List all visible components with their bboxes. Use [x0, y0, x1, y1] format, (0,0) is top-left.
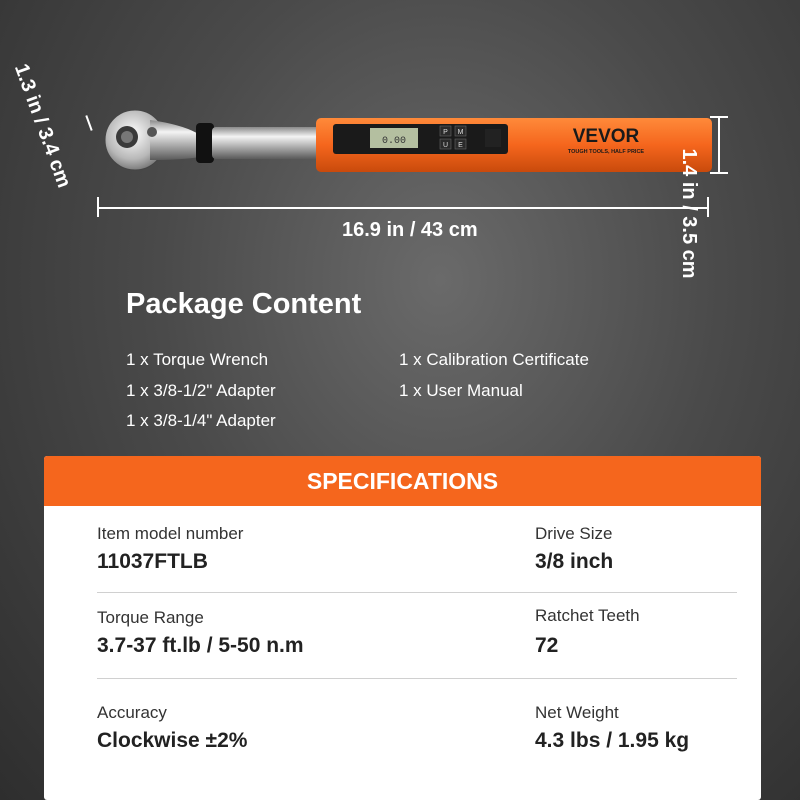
package-item: 1 x User Manual	[399, 381, 523, 400]
spec-value-drive-size: 3/8 inch	[535, 550, 614, 573]
handle-height-tick-bottom	[710, 172, 728, 174]
btn-e: E	[458, 142, 463, 149]
package-content-title: Package Content	[126, 288, 362, 320]
spec-label-ratchet-teeth: Ratchet Teeth	[535, 606, 640, 625]
spec-value-accuracy: Clockwise ±2%	[97, 729, 248, 752]
btn-m: M	[457, 129, 464, 136]
package-item: 1 x Torque Wrench	[126, 350, 269, 369]
spec-divider	[97, 678, 737, 679]
handle-height-label: 1.4 in / 3.5 cm	[677, 148, 700, 279]
spec-value-torque-range: 3.7-37 ft.lb / 5-50 n.m	[97, 634, 304, 657]
brand-tagline: TOUGH TOOLS, HALF PRICE	[567, 149, 645, 155]
spec-label-drive-size: Drive Size	[535, 524, 613, 543]
specifications-header	[44, 456, 761, 506]
handle-height-line	[718, 117, 720, 173]
spec-label-accuracy: Accuracy	[97, 703, 167, 722]
spec-divider	[97, 592, 737, 593]
brand-logo: VEVOR	[572, 126, 640, 147]
specifications-card	[44, 456, 761, 800]
package-item: 1 x 3/8-1/2" Adapter	[126, 381, 276, 400]
lcd-reading: 0.00	[381, 136, 407, 147]
spec-label-model: Item model number	[97, 524, 244, 543]
spec-value-ratchet-teeth: 72	[535, 634, 559, 657]
length-dimension-tick-left	[97, 197, 99, 217]
btn-p: P	[443, 129, 448, 136]
spec-value-model: 11037FTLB	[97, 550, 208, 573]
btn-u: U	[442, 142, 449, 149]
spec-label-torque-range: Torque Range	[97, 608, 204, 627]
spec-value-net-weight: 4.3 lbs / 1.95 kg	[535, 729, 690, 752]
length-dimension-line	[98, 207, 708, 209]
specifications-title: SPECIFICATIONS	[306, 468, 499, 494]
length-dimension-tick-right	[707, 197, 709, 217]
package-item: 1 x Calibration Certificate	[399, 350, 589, 369]
head-height-label: 1.3 in / 3.4 cm	[9, 60, 76, 191]
handle-height-tick-top	[710, 116, 728, 118]
length-dimension-label: 16.9 in / 43 cm	[342, 219, 478, 241]
package-item: 1 x 3/8-1/4" Adapter	[126, 411, 276, 430]
spec-label-net-weight: Net Weight	[535, 703, 619, 722]
